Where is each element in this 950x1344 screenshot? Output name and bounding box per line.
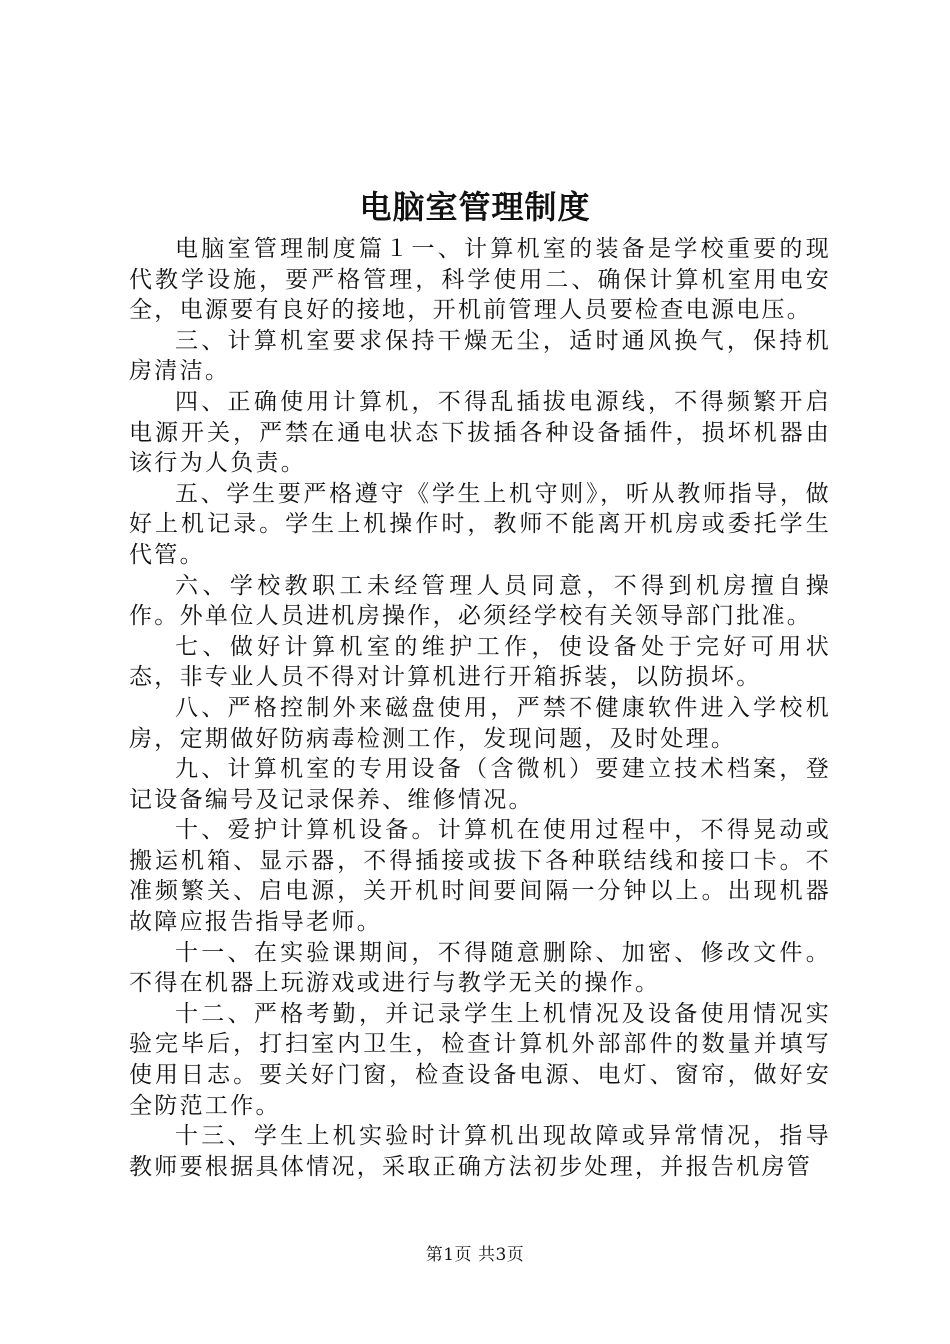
paragraph-10: 十一、在实验课期间，不得随意删除、加密、修改文件。不得在机器上玩游戏或进行与教学无关的操作。 [129, 939, 831, 997]
page-footer: 第1页 共3页 [425, 1245, 525, 1265]
paragraph-2: 三、计算机室要求保持干燥无尘，适时通风换气，保持机房清洁。 [129, 327, 831, 385]
document-body [129, 234, 831, 1182]
paragraph-11: 十二、严格考勤，并记录学生上机情况及设备使用情况实验完毕后，打扫室内卫生，检查计算机外部部件的数量并填写使用日志。要关好门窗，检查设备电源、电灯、窗帘，做好安全防范工作。 [129, 1000, 831, 1119]
paragraph-5: 六、学校教职工未经管理人员同意，不得到机房擅自操作。外单位人员进机房操作，必须经学校有关领导部门批准。 [129, 572, 831, 630]
paragraph-1: 电脑室管理制度篇１一、计算机室的装备是学校重要的现代教学设施，要严格管理，科学使用二、确保计算机室用电安全，电源要有良好的接地，开机前管理人员要检查电源电压。 [129, 236, 831, 324]
paragraph-3: 四、正确使用计算机，不得乱插拔电源线，不得频繁开启电源开关，严禁在通电状态下拔插各种设备插件，损坏机器由该行为人负责。 [129, 388, 831, 477]
document-title: 电脑室管理制度 [359, 188, 591, 226]
paragraph-8: 九、计算机室的专用设备（含微机）要建立技术档案，登记设备编号及记录保养、维修情况。 [129, 756, 831, 813]
paragraph-12: 十三、学生上机实验时计算机出现故障或异常情况，指导教师要根据具体情况，采取正确方法初步处理，并报告机房管 [129, 1123, 831, 1180]
paragraph-6: 七、做好计算机室的维护工作，使设备处于完好可用状态，非专业人员不得对计算机进行开箱拆装，以防损坏。 [129, 633, 831, 691]
paragraph-9: 十、爱护计算机设备。计算机在使用过程中，不得晃动或搬运机箱、显示器，不得插接或拔下各种联结线和接口卡。不准频繁关、启电源，关开机时间要间隔一分钟以上。出现机器故障应报告指导老师。 [129, 817, 831, 936]
paragraph-7: 八、严格控制外来磁盘使用，严禁不健康软件进入学校机房，定期做好防病毒检测工作，发现问题，及时处理。 [129, 694, 831, 752]
paragraph-4: 五、学生要严格遵守《学生上机守则》，听从教师指导，做好上机记录。学生上机操作时，教师不能离开机房或委托学生代管。 [129, 480, 831, 568]
